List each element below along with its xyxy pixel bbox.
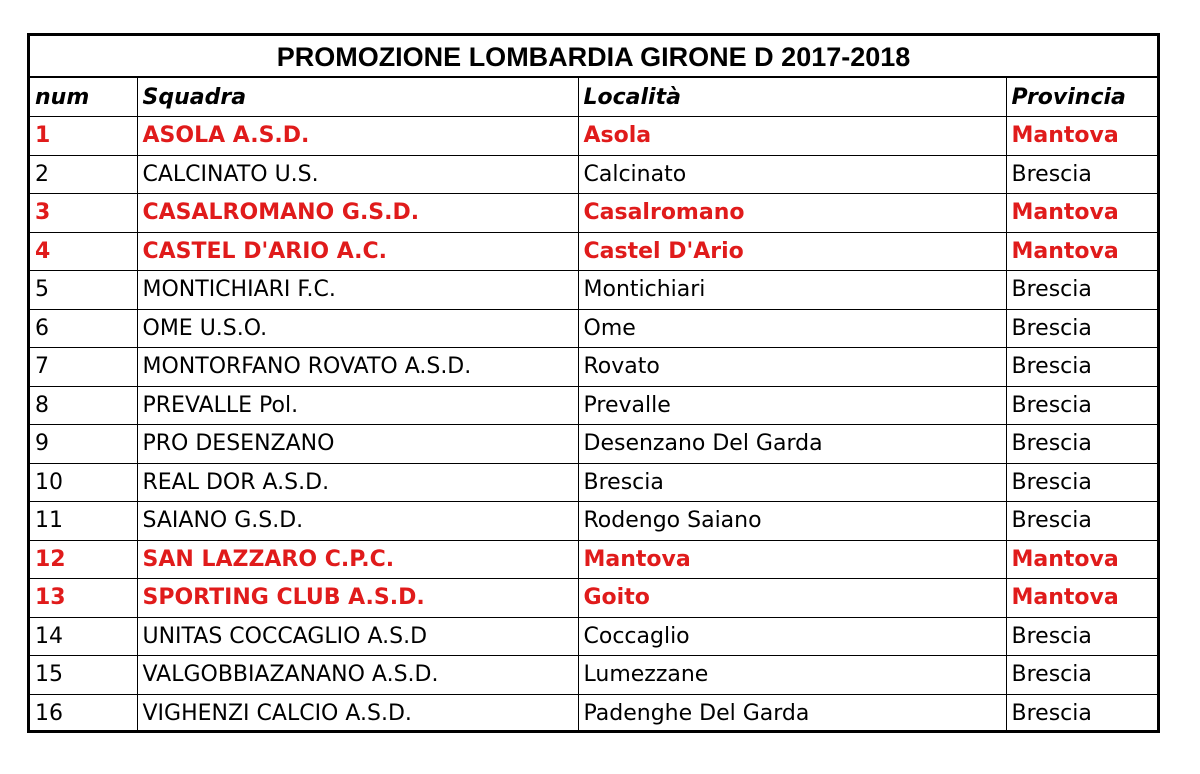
header-row (30, 78, 1157, 117)
cell-location: Brescia (578, 463, 1006, 502)
cell-province: Mantova (1006, 194, 1157, 233)
table-body (30, 117, 1157, 733)
cell-location: Castel D'Ario (578, 232, 1006, 271)
cell-team: VALGOBBIAZANANO A.S.D. (137, 656, 578, 695)
cell-province: Brescia (1006, 425, 1157, 464)
cell-team: PRO DESENZANO (137, 425, 578, 464)
cell-team: CASALROMANO G.S.D. (137, 194, 578, 233)
cell-team: CALCINATO U.S. (137, 155, 578, 194)
table-row (30, 694, 1157, 733)
table-row (30, 117, 1157, 156)
cell-team: ASOLA A.S.D. (137, 117, 578, 156)
table-row (30, 579, 1157, 618)
cell-location: Prevalle (578, 386, 1006, 425)
cell-province: Mantova (1006, 117, 1157, 156)
cell-location: Desenzano Del Garda (578, 425, 1006, 464)
table-row (30, 617, 1157, 656)
table-row (30, 656, 1157, 695)
cell-province: Brescia (1006, 694, 1157, 733)
cell-team: SPORTING CLUB A.S.D. (137, 579, 578, 618)
cell-num: 8 (30, 386, 137, 425)
cell-team: SAIANO G.S.D. (137, 502, 578, 541)
cell-province: Brescia (1006, 271, 1157, 310)
table-row (30, 232, 1157, 271)
teams-table (30, 78, 1157, 733)
cell-province: Brescia (1006, 386, 1157, 425)
cell-num: 5 (30, 271, 137, 310)
cell-location: Lumezzane (578, 656, 1006, 695)
cell-num: 15 (30, 656, 137, 695)
cell-province: Mantova (1006, 540, 1157, 579)
table-row (30, 194, 1157, 233)
cell-num: 6 (30, 309, 137, 348)
cell-province: Brescia (1006, 656, 1157, 695)
cell-num: 16 (35, 701, 63, 726)
cell-num: 1 (30, 117, 137, 156)
cell-location: Montichiari (578, 271, 1006, 310)
team-list-sheet (27, 33, 1160, 733)
cell-team: MONTICHIARI F.C. (137, 271, 578, 310)
cell-location: Rodengo Saiano (578, 502, 1006, 541)
cell-location: Ome (578, 309, 1006, 348)
header-province: Provincia (1006, 78, 1157, 117)
cell-team: SAN LAZZARO C.P.C. (137, 540, 578, 579)
cell-province: Mantova (1006, 232, 1157, 271)
cell-num: 9 (30, 425, 137, 464)
cell-location: Calcinato (578, 155, 1006, 194)
cell-location: Mantova (578, 540, 1006, 579)
cell-team: VIGHENZI CALCIO A.S.D. (137, 694, 578, 733)
table-row (30, 271, 1157, 310)
header-location: Località (578, 78, 1006, 117)
cell-num: 3 (30, 194, 137, 233)
cell-location: Asola (578, 117, 1006, 156)
cell-team: MONTORFANO ROVATO A.S.D. (137, 348, 578, 387)
cell-num: 11 (30, 502, 137, 541)
cell-team: OME U.S.O. (137, 309, 578, 348)
table-row (30, 540, 1157, 579)
header-num: num (30, 78, 137, 117)
table-row (30, 425, 1157, 464)
cell-location: Rovato (578, 348, 1006, 387)
cell-num: 4 (30, 232, 137, 271)
cell-province: Brescia (1006, 309, 1157, 348)
cell-num: 12 (30, 540, 137, 579)
table-row (30, 463, 1157, 502)
table-row (30, 155, 1157, 194)
table-row (30, 348, 1157, 387)
cell-team: REAL DOR A.S.D. (137, 463, 578, 502)
header-team: Squadra (137, 78, 578, 117)
cell-location: Padenghe Del Garda (578, 694, 1006, 733)
cell-province: Brescia (1006, 155, 1157, 194)
cell-province: Mantova (1006, 579, 1157, 618)
cell-province: Brescia (1006, 617, 1157, 656)
cell-province: Brescia (1006, 463, 1157, 502)
cell-location: Casalromano (578, 194, 1006, 233)
cell-province: Brescia (1006, 502, 1157, 541)
cell-team: UNITAS COCCAGLIO A.S.D (137, 617, 578, 656)
cell-num: 13 (30, 579, 137, 618)
table-row (30, 502, 1157, 541)
cell-location: Coccaglio (578, 617, 1006, 656)
cell-province: Brescia (1006, 348, 1157, 387)
sheet-title: PROMOZIONE LOMBARDIA GIRONE D 2017-2018 (30, 36, 1157, 78)
cell-team: CASTEL D'ARIO A.C. (137, 232, 578, 271)
cell-team: PREVALLE Pol. (137, 386, 578, 425)
table-row (30, 309, 1157, 348)
cell-num: 10 (30, 463, 137, 502)
cell-location: Goito (578, 579, 1006, 618)
cell-num: 7 (30, 348, 137, 387)
cell-num: 2 (30, 155, 137, 194)
table-row (30, 386, 1157, 425)
cell-num: 14 (30, 617, 137, 656)
